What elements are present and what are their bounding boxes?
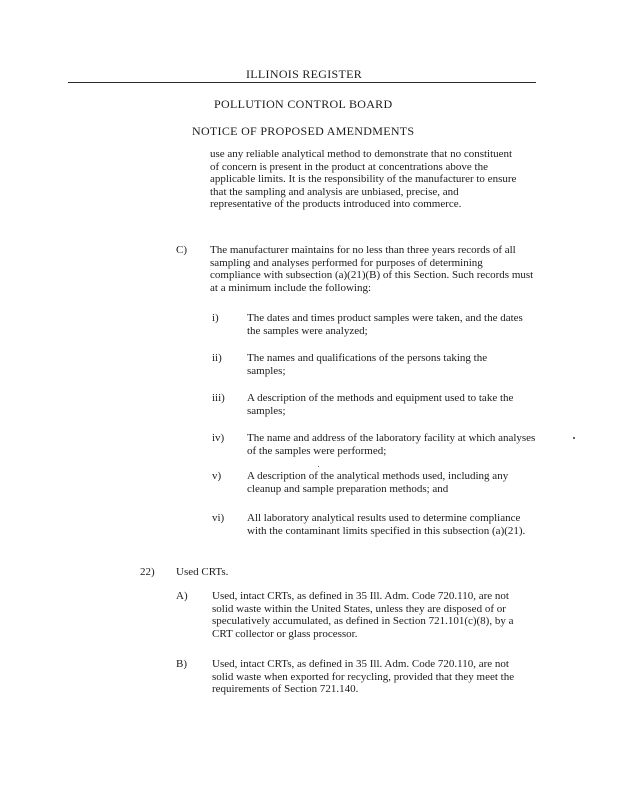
subitem-vi-label: vi) [212,512,225,524]
subitem-i-label: i) [212,312,219,324]
continuation-paragraph: use any reliable analytical method to demonstrate that no constituent of concern is present in the product at concentrations above the applicable limits. It is the responsibility of the manufacturer to ensure that the sampling and analysis are unbiased, precise, and representative of the products introduced into commerce. [210,148,517,211]
board-title: POLLUTION CONTROL BOARD [214,97,393,111]
notice-title: NOTICE OF PROPOSED AMENDMENTS [192,124,415,138]
item-22b-text: Used, intact CRTs, as defined in 35 Ill. Adm. Code 720.110, are not solid waste when exported for recycling, provided that they meet the requirements of Section 721.140. [212,658,515,696]
item-22b-label: B) [176,658,187,670]
scan-speck [573,437,575,439]
item-22-label: 22) [140,566,155,578]
subitem-iv-label: iv) [212,432,225,444]
subitem-iii-text: A description of the methods and equipment used to take the samples; [247,392,514,417]
item-22a-label: A) [176,590,188,602]
subitem-iii-label: iii) [212,392,225,404]
subitem-vi-text: All laboratory analytical results used to determine compliance with the contaminant limits specified in this subsection (a)(21). [247,512,526,537]
item-c-label: C) [176,244,187,256]
item-22-text: Used CRTs. [176,566,229,578]
subitem-v-label: v) [212,470,222,482]
scan-speck [318,466,319,467]
item-c-text: The manufacturer maintains for no less than three years records of all sampling and analyses performed for purposes of determining compliance with subsection (a)(21)(B) of this Section. Such records must at a minimum include the following: [210,244,534,294]
item-22a-text: Used, intact CRTs, as defined in 35 Ill. Adm. Code 720.110, are not solid waste within the United States, unless they are disposed of or speculatively accumulated, as defined in Section 721.101(c)(8), by a CRT collector or glass processor. [212,590,514,640]
register-title: ILLINOIS REGISTER [246,67,363,81]
subitem-v-text: A description of the analytical methods used, including any cleanup and sample preparation methods; and [247,470,509,495]
subitem-ii-label: ii) [212,352,222,364]
header-rule [68,82,536,83]
subitem-iv-text: The name and address of the laboratory facility at which analyses of the samples were performed; [247,432,536,457]
subitem-i-text: The dates and times product samples were taken, and the dates the samples were analyzed; [247,312,523,337]
subitem-ii-text: The names and qualifications of the persons taking the samples; [247,352,488,377]
